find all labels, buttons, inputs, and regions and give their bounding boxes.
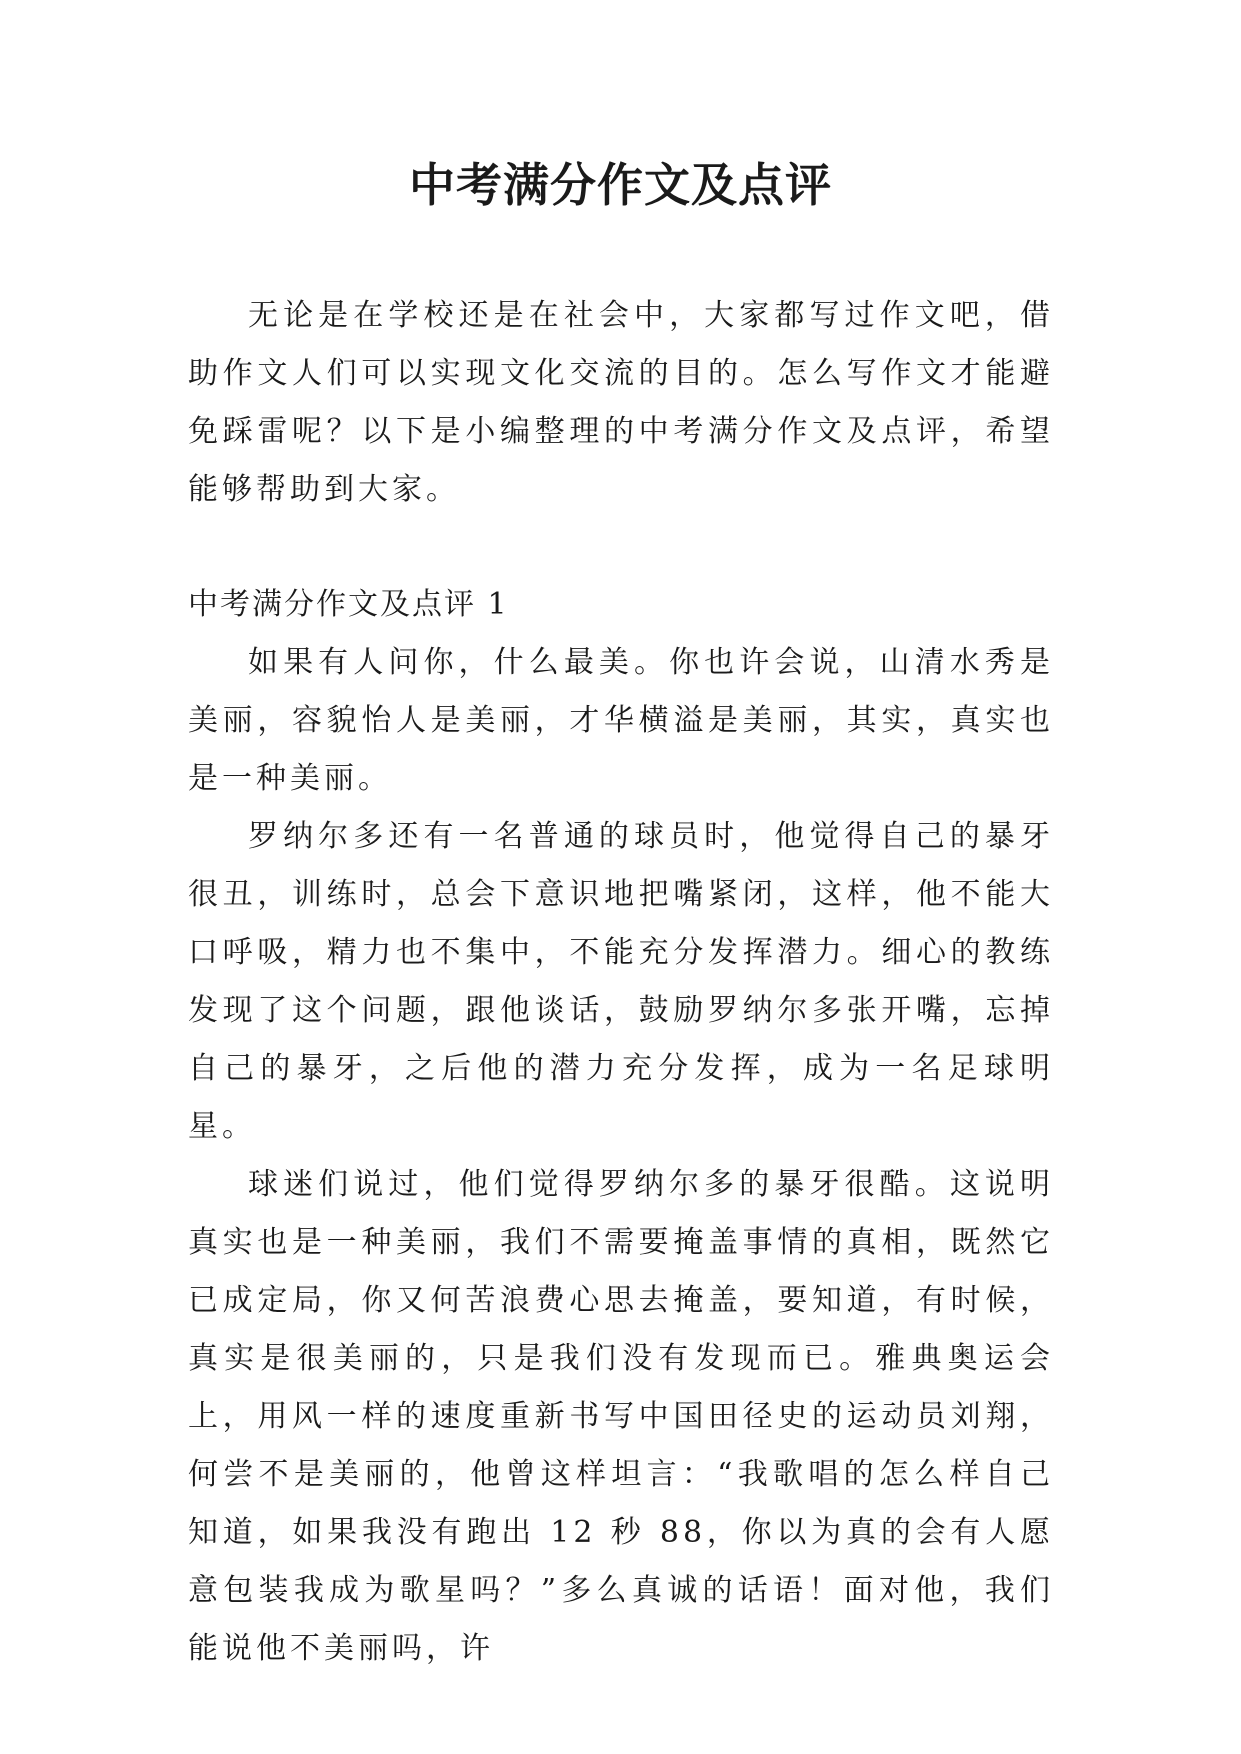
intro-paragraph: 无论是在学校还是在社会中，大家都写过作文吧，借助作文人们可以实现文化交流的目的。怎么写作文才能避免踩雷呢？以下是小编整理的中考满分作文及点评，希望能够帮助到大家。 [188, 298, 1054, 507]
essay-paragraph: 如果有人问你，什么最美。你也许会说，山清水秀是美丽，容貌怡人是美丽，才华横溢是美丽，其实，真实也是一种美丽。 [188, 645, 1054, 796]
essay-body [188, 634, 1054, 1678]
essay-heading: 中考满分作文及点评 1 [188, 587, 509, 622]
document-title: 中考满分作文及点评 [409, 158, 832, 212]
essay-paragraph: 罗纳尔多还有一名普通的球员时，他觉得自己的暴牙很丑，训练时，总会下意识地把嘴紧闭，这样，他不能大口呼吸，精力也不集中，不能充分发挥潜力。细心的教练发现了这个问题，跟他谈话，鼓励罗纳尔多张开嘴，忘掉自己的暴牙，之后他的潜力充分发挥，成为一名足球明星。 [188, 819, 1054, 1144]
essay-paragraph: 球迷们说过，他们觉得罗纳尔多的暴牙很酷。这说明真实也是一种美丽，我们不需要掩盖事情的真相，既然它已成定局，你又何苦浪费心思去掩盖，要知道，有时候，真实是很美丽的，只是我们没有发现而已。雅典奥运会上，用风一样的速度重新书写中国田径史的运动员刘翔，何尝不是美丽的，他曾这样坦言：“我歌唱的怎么样自己知道，如果我没有跑出 12 秒 88，你以为真的会有人愿意包装我成为歌星吗？”多么真诚的话语！面对他，我们能说他不美丽吗，许 [188, 1167, 1054, 1666]
